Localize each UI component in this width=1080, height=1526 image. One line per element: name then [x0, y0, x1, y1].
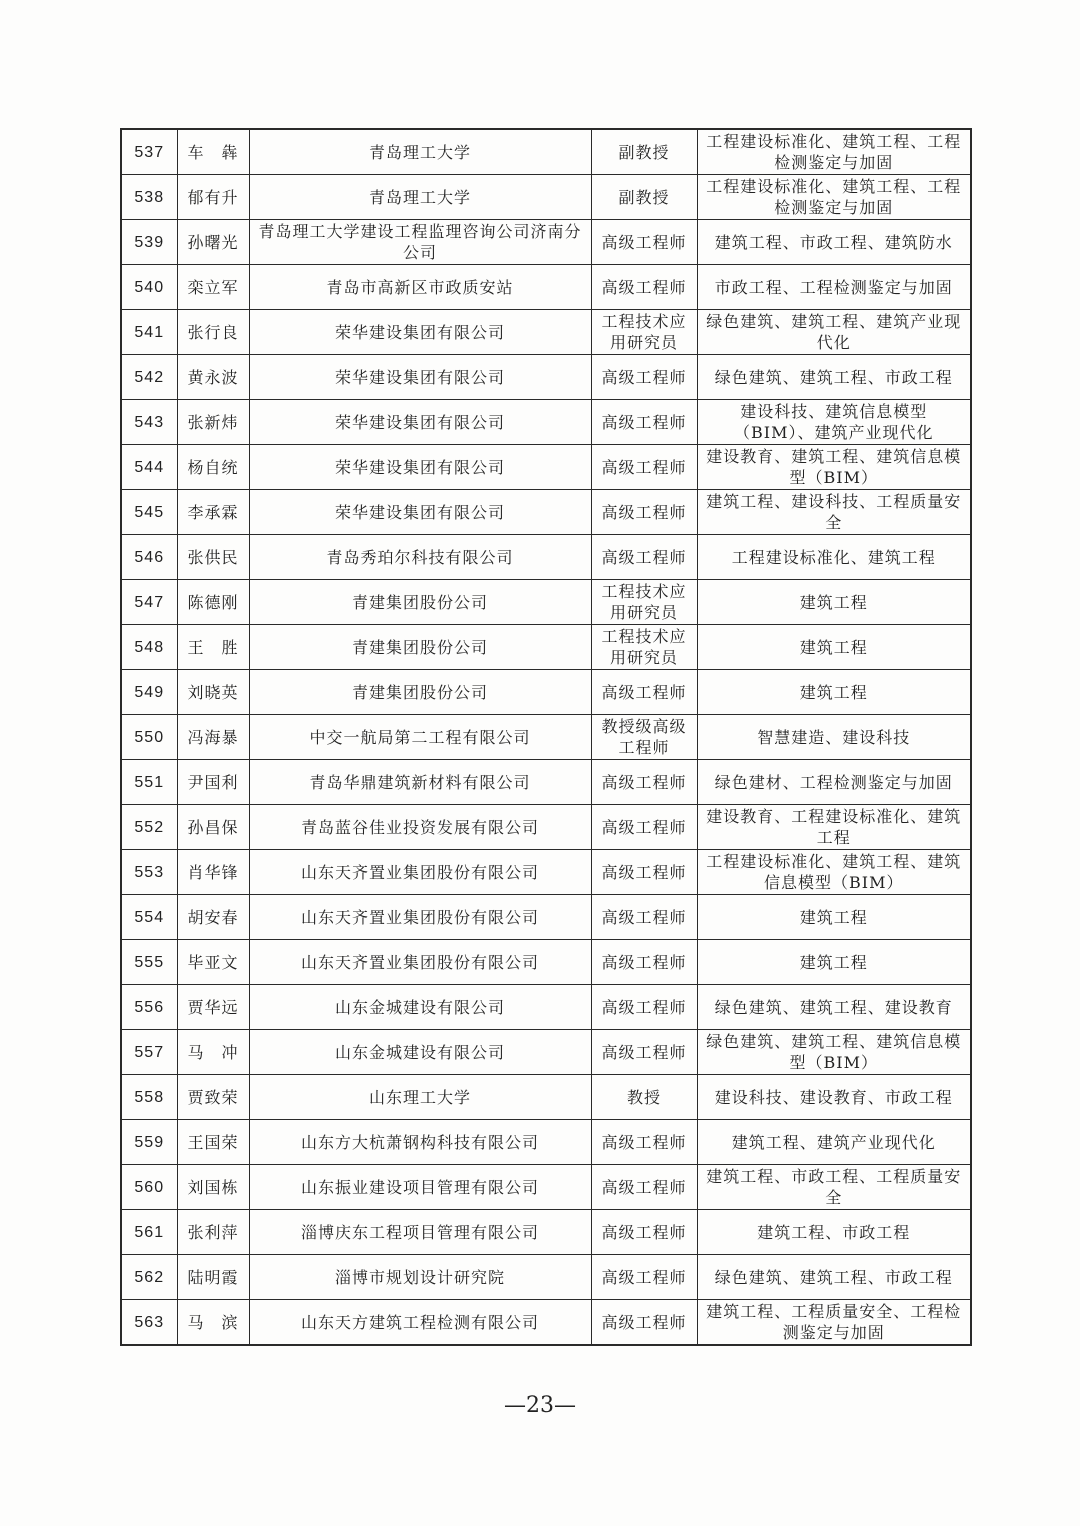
person-name-cell: 郁有升 [177, 175, 249, 220]
organization-cell: 山东方大杭萧钢构科技有限公司 [249, 1120, 591, 1165]
organization-cell: 山东金城建设有限公司 [249, 985, 591, 1030]
table-row [121, 760, 971, 805]
person-name-cell: 尹国利 [177, 760, 249, 805]
row-number-cell: 542 [121, 355, 177, 400]
row-number-cell: 539 [121, 220, 177, 265]
person-name-cell: 贾华远 [177, 985, 249, 1030]
professional-title-cell: 高级工程师 [591, 445, 697, 490]
specialty-field-cell: 建筑工程、市政工程、建筑防水 [697, 220, 971, 265]
specialty-field-cell: 工程建设标准化、建筑工程 [697, 535, 971, 580]
organization-cell: 荣华建设集团有限公司 [249, 400, 591, 445]
table-row [121, 1120, 971, 1165]
specialty-field-cell: 建设科技、建设教育、市政工程 [697, 1075, 971, 1120]
table-row [121, 1255, 971, 1300]
row-number-cell: 560 [121, 1165, 177, 1210]
specialty-field-cell: 建筑工程、建筑产业现代化 [697, 1120, 971, 1165]
table-row [121, 715, 971, 760]
person-name-cell: 刘国栋 [177, 1165, 249, 1210]
organization-cell: 荣华建设集团有限公司 [249, 490, 591, 535]
person-name-cell: 贾致荣 [177, 1075, 249, 1120]
table-row [121, 355, 971, 400]
row-number-cell: 546 [121, 535, 177, 580]
professional-title-cell: 高级工程师 [591, 1165, 697, 1210]
specialty-field-cell: 建筑工程、建设科技、工程质量安全 [697, 490, 971, 535]
table-row [121, 580, 971, 625]
table-row [121, 445, 971, 490]
person-name-cell: 马 滨 [177, 1300, 249, 1346]
organization-cell: 山东天齐置业集团股份有限公司 [249, 940, 591, 985]
organization-cell: 青建集团股份公司 [249, 670, 591, 715]
organization-cell: 山东天齐置业集团股份有限公司 [249, 850, 591, 895]
table-row [121, 1030, 971, 1075]
person-name-cell: 王 胜 [177, 625, 249, 670]
person-name-cell: 孙曙光 [177, 220, 249, 265]
specialty-field-cell: 建设科技、建筑信息模型（BIM）、建筑产业现代化 [697, 400, 971, 445]
professional-title-cell: 高级工程师 [591, 1030, 697, 1075]
professional-title-cell: 高级工程师 [591, 940, 697, 985]
table-row [121, 129, 971, 175]
person-name-cell: 肖华锋 [177, 850, 249, 895]
professional-title-cell: 工程技术应用研究员 [591, 625, 697, 670]
organization-cell: 山东天齐置业集团股份有限公司 [249, 895, 591, 940]
professional-title-cell: 教授级高级工程师 [591, 715, 697, 760]
row-number-cell: 543 [121, 400, 177, 445]
specialty-field-cell: 建筑工程 [697, 625, 971, 670]
table-row [121, 940, 971, 985]
expert-roster-table [120, 128, 972, 1346]
table-row [121, 985, 971, 1030]
professional-title-cell: 高级工程师 [591, 1255, 697, 1300]
professional-title-cell: 副教授 [591, 129, 697, 175]
person-name-cell: 王国荣 [177, 1120, 249, 1165]
table-row [121, 490, 971, 535]
row-number-cell: 559 [121, 1120, 177, 1165]
professional-title-cell: 高级工程师 [591, 265, 697, 310]
person-name-cell: 胡安春 [177, 895, 249, 940]
person-name-cell: 孙昌保 [177, 805, 249, 850]
professional-title-cell: 高级工程师 [591, 1120, 697, 1165]
row-number-cell: 545 [121, 490, 177, 535]
row-number-cell: 562 [121, 1255, 177, 1300]
row-number-cell: 552 [121, 805, 177, 850]
organization-cell: 青建集团股份公司 [249, 625, 591, 670]
specialty-field-cell: 市政工程、工程检测鉴定与加固 [697, 265, 971, 310]
row-number-cell: 544 [121, 445, 177, 490]
table-row [121, 1075, 971, 1120]
organization-cell: 中交一航局第二工程有限公司 [249, 715, 591, 760]
person-name-cell: 马 冲 [177, 1030, 249, 1075]
row-number-cell: 541 [121, 310, 177, 355]
row-number-cell: 555 [121, 940, 177, 985]
specialty-field-cell: 建筑工程、市政工程、工程质量安全 [697, 1165, 971, 1210]
professional-title-cell: 教授 [591, 1075, 697, 1120]
organization-cell: 淄博庆东工程项目管理有限公司 [249, 1210, 591, 1255]
specialty-field-cell: 工程建设标准化、建筑工程、工程检测鉴定与加固 [697, 129, 971, 175]
professional-title-cell: 高级工程师 [591, 220, 697, 265]
table-row [121, 1165, 971, 1210]
table-row [121, 670, 971, 715]
table-row [121, 1300, 971, 1346]
person-name-cell: 毕亚文 [177, 940, 249, 985]
professional-title-cell: 高级工程师 [591, 670, 697, 715]
professional-title-cell: 高级工程师 [591, 1300, 697, 1346]
table-row [121, 400, 971, 445]
organization-cell: 青建集团股份公司 [249, 580, 591, 625]
professional-title-cell: 副教授 [591, 175, 697, 220]
row-number-cell: 563 [121, 1300, 177, 1346]
professional-title-cell: 高级工程师 [591, 400, 697, 445]
professional-title-cell: 高级工程师 [591, 1210, 697, 1255]
professional-title-cell: 工程技术应用研究员 [591, 310, 697, 355]
specialty-field-cell: 绿色建筑、建筑工程、市政工程 [697, 1255, 971, 1300]
specialty-field-cell: 绿色建筑、建筑工程、建筑信息模型（BIM） [697, 1030, 971, 1075]
professional-title-cell: 高级工程师 [591, 535, 697, 580]
specialty-field-cell: 工程建设标准化、建筑工程、建筑信息模型（BIM） [697, 850, 971, 895]
table-row [121, 805, 971, 850]
row-number-cell: 558 [121, 1075, 177, 1120]
person-name-cell: 张利萍 [177, 1210, 249, 1255]
organization-cell: 山东金城建设有限公司 [249, 1030, 591, 1075]
professional-title-cell: 高级工程师 [591, 850, 697, 895]
person-name-cell: 张供民 [177, 535, 249, 580]
specialty-field-cell: 建筑工程 [697, 580, 971, 625]
specialty-field-cell: 建筑工程 [697, 670, 971, 715]
person-name-cell: 黄永波 [177, 355, 249, 400]
professional-title-cell: 高级工程师 [591, 355, 697, 400]
specialty-field-cell: 建筑工程 [697, 940, 971, 985]
person-name-cell: 杨自统 [177, 445, 249, 490]
row-number-cell: 549 [121, 670, 177, 715]
row-number-cell: 557 [121, 1030, 177, 1075]
organization-cell: 荣华建设集团有限公司 [249, 355, 591, 400]
person-name-cell: 栾立军 [177, 265, 249, 310]
organization-cell: 山东振业建设项目管理有限公司 [249, 1165, 591, 1210]
table-row [121, 850, 971, 895]
organization-cell: 荣华建设集团有限公司 [249, 310, 591, 355]
table-row [121, 265, 971, 310]
organization-cell: 青岛理工大学建设工程监理咨询公司济南分公司 [249, 220, 591, 265]
row-number-cell: 538 [121, 175, 177, 220]
row-number-cell: 551 [121, 760, 177, 805]
row-number-cell: 548 [121, 625, 177, 670]
organization-cell: 青岛蓝谷佳业投资发展有限公司 [249, 805, 591, 850]
table-row [121, 895, 971, 940]
professional-title-cell: 高级工程师 [591, 490, 697, 535]
organization-cell: 淄博市规划设计研究院 [249, 1255, 591, 1300]
specialty-field-cell: 绿色建筑、建筑工程、市政工程 [697, 355, 971, 400]
specialty-field-cell: 工程建设标准化、建筑工程、工程检测鉴定与加固 [697, 175, 971, 220]
row-number-cell: 550 [121, 715, 177, 760]
table-row [121, 310, 971, 355]
specialty-field-cell: 绿色建材、工程检测鉴定与加固 [697, 760, 971, 805]
person-name-cell: 陆明霞 [177, 1255, 249, 1300]
person-name-cell: 张新炜 [177, 400, 249, 445]
person-name-cell: 冯海暴 [177, 715, 249, 760]
roster-body [121, 129, 971, 1345]
person-name-cell: 刘晓英 [177, 670, 249, 715]
specialty-field-cell: 绿色建筑、建筑工程、建筑产业现代化 [697, 310, 971, 355]
person-name-cell: 车 犇 [177, 129, 249, 175]
specialty-field-cell: 建筑工程、市政工程 [697, 1210, 971, 1255]
specialty-field-cell: 绿色建筑、建筑工程、建设教育 [697, 985, 971, 1030]
organization-cell: 青岛理工大学 [249, 129, 591, 175]
specialty-field-cell: 建筑工程、工程质量安全、工程检测鉴定与加固 [697, 1300, 971, 1346]
professional-title-cell: 高级工程师 [591, 895, 697, 940]
specialty-field-cell: 智慧建造、建设科技 [697, 715, 971, 760]
person-name-cell: 李承霖 [177, 490, 249, 535]
row-number-cell: 540 [121, 265, 177, 310]
table-row [121, 175, 971, 220]
professional-title-cell: 工程技术应用研究员 [591, 580, 697, 625]
organization-cell: 青岛市高新区市政质安站 [249, 265, 591, 310]
row-number-cell: 554 [121, 895, 177, 940]
organization-cell: 荣华建设集团有限公司 [249, 445, 591, 490]
professional-title-cell: 高级工程师 [591, 760, 697, 805]
page-number: —23— [504, 1393, 576, 1418]
organization-cell: 青岛秀珀尔科技有限公司 [249, 535, 591, 580]
organization-cell: 青岛理工大学 [249, 175, 591, 220]
organization-cell: 山东天方建筑工程检测有限公司 [249, 1300, 591, 1346]
row-number-cell: 556 [121, 985, 177, 1030]
specialty-field-cell: 建设教育、建筑工程、建筑信息模型（BIM） [697, 445, 971, 490]
person-name-cell: 陈德刚 [177, 580, 249, 625]
row-number-cell: 537 [121, 129, 177, 175]
organization-cell: 青岛华鼎建筑新材料有限公司 [249, 760, 591, 805]
professional-title-cell: 高级工程师 [591, 805, 697, 850]
organization-cell: 山东理工大学 [249, 1075, 591, 1120]
table-row [121, 625, 971, 670]
row-number-cell: 561 [121, 1210, 177, 1255]
row-number-cell: 547 [121, 580, 177, 625]
person-name-cell: 张行良 [177, 310, 249, 355]
table-row [121, 220, 971, 265]
row-number-cell: 553 [121, 850, 177, 895]
table-row [121, 1210, 971, 1255]
specialty-field-cell: 建设教育、工程建设标准化、建筑工程 [697, 805, 971, 850]
professional-title-cell: 高级工程师 [591, 985, 697, 1030]
specialty-field-cell: 建筑工程 [697, 895, 971, 940]
table-row [121, 535, 971, 580]
